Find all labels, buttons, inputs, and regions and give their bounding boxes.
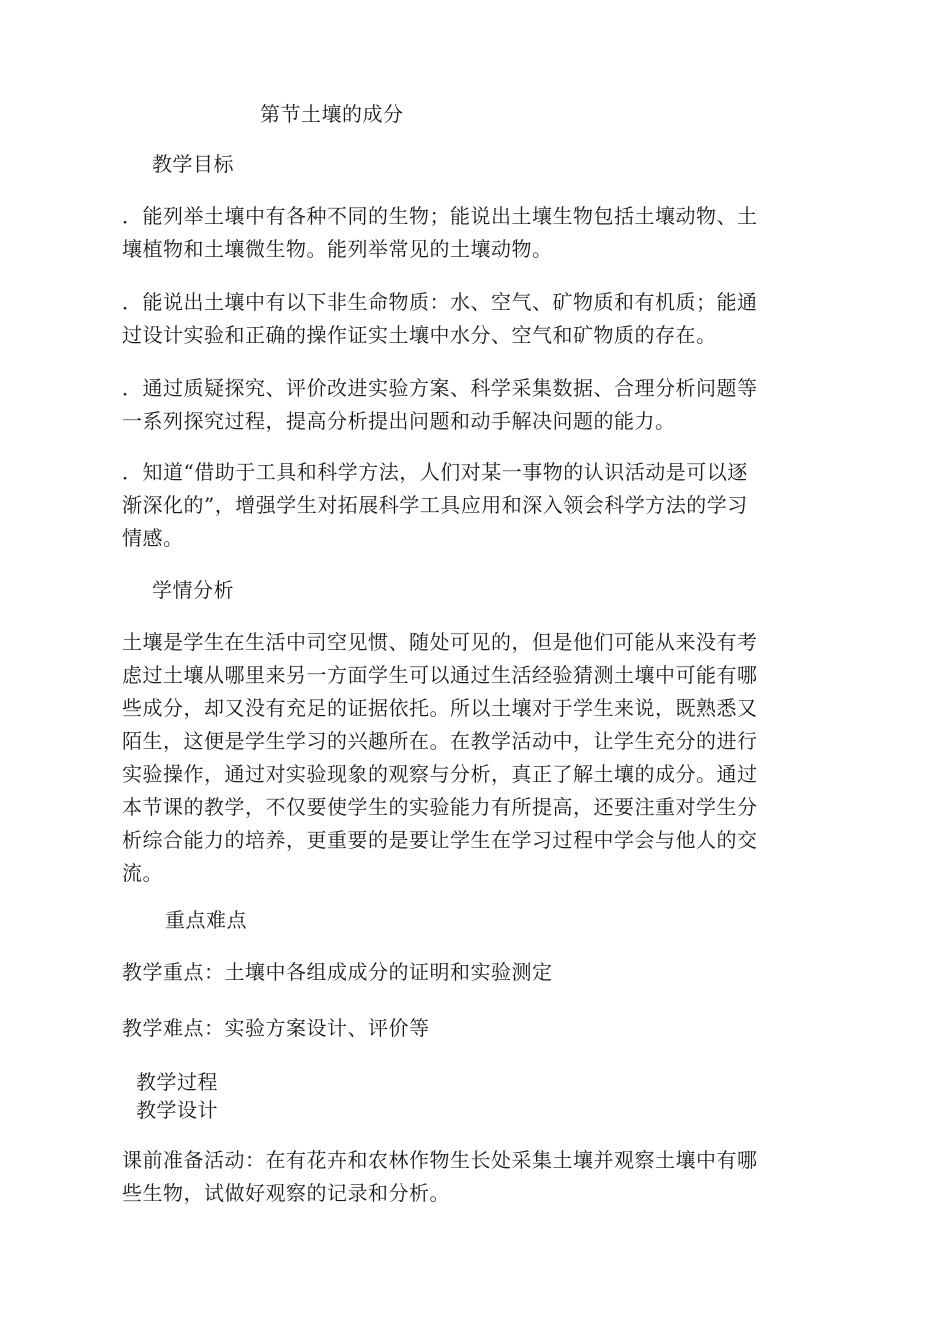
objective-item-4 (122, 456, 822, 555)
text-line: 实验操作，通过对实验现象的观察与分析，真正了解土壤的成分。通过 (122, 762, 758, 786)
text-line: 些生物，试做好观察的记录和分析。 (122, 1181, 450, 1205)
text-line: 情感。 (122, 526, 184, 550)
text-line: 析综合能力的培养，更重要的是要让学生在学习过程中学会与他人的交 (122, 828, 758, 852)
section-heading-objectives: 教学目标 (152, 152, 234, 176)
objective-item-3 (122, 372, 822, 438)
text-line: 壤植物和土壤微生物。能列举常见的土壤动物。 (122, 237, 553, 261)
text-line: 虑过土壤从哪里来另一方面学生可以通过生活经验猜测土壤中可能有哪 (122, 663, 758, 687)
text-line: 本节课的教学，不仅要使学生的实验能力有所提高，还要注重对学生分 (122, 795, 758, 819)
objective-item-1 (122, 200, 822, 266)
section-heading-key-points: 重点难点 (165, 908, 247, 932)
section-heading-design: 教学设计 (136, 1098, 218, 1122)
text-line: 土壤是学生在生活中司空见惯、随处可见的，但是他们可能从来没有考 (122, 630, 758, 654)
text-line: 渐深化的”，增强学生对拓展科学工具应用和深入领会科学方法的学习 (122, 493, 748, 517)
text-line: 一系列探究过程，提高分析提出问题和动手解决问题的能力。 (122, 409, 676, 433)
section-heading-analysis: 学情分析 (152, 578, 234, 602)
key-point-text: 教学重点：土壤中各组成成分的证明和实验测定 (122, 960, 553, 984)
document-title: 第节土壤的成分 (260, 102, 404, 126)
text-line: 课前准备活动：在有花卉和农林作物生长处采集土壤并观察土壤中有哪 (122, 1148, 758, 1172)
section-heading-process: 教学过程 (136, 1070, 218, 1094)
analysis-paragraph (122, 626, 822, 890)
text-line: 陌生，这便是学生学习的兴趣所在。在教学活动中，让学生充分的进行 (122, 729, 758, 753)
difficult-point-text: 教学难点：实验方案设计、评价等 (122, 1016, 430, 1040)
objective-item-2 (122, 286, 822, 352)
text-line: ．知道“借助于工具和科学方法，人们对某一事物的认识活动是可以逐 (122, 460, 748, 484)
text-line: 流。 (122, 861, 163, 885)
text-line: 些成分，却又没有充足的证据依托。所以土壤对于学生来说，既熟悉又 (122, 696, 758, 720)
text-line: ．能说出土壤中有以下非生命物质：水、空气、矿物质和有机质；能通 (122, 290, 758, 314)
text-line: ．通过质疑探究、评价改进实验方案、科学采集数据、合理分析问题等 (122, 376, 758, 400)
text-line: ．能列举土壤中有各种不同的生物；能说出土壤生物包括土壤动物、土 (122, 204, 758, 228)
preparation-paragraph (122, 1144, 822, 1210)
text-line: 过设计实验和正确的操作证实土壤中水分、空气和矿物质的存在。 (122, 323, 717, 347)
